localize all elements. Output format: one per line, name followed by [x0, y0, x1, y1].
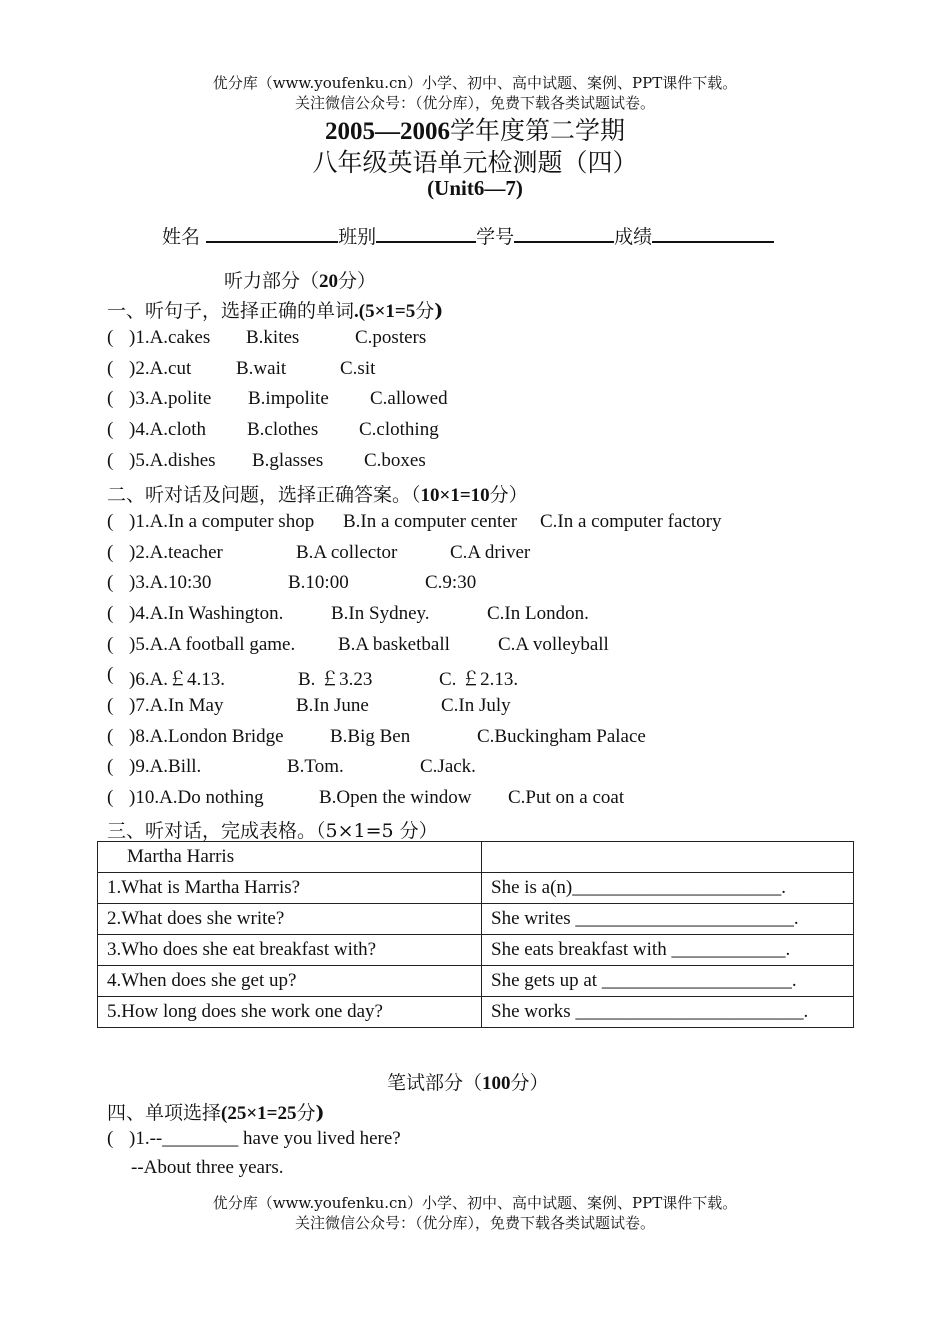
option-c: C.9:30	[425, 572, 477, 593]
number-blank[interactable]	[514, 223, 614, 243]
class-blank[interactable]	[376, 223, 476, 243]
option-a: )4.A.cloth	[129, 419, 207, 440]
answer-cell[interactable]: She eats breakfast with ____________.	[482, 935, 854, 966]
option-a: )7.A.In May	[129, 695, 224, 716]
answer-paren[interactable]: (	[107, 511, 114, 532]
answer-paren[interactable]: (	[107, 572, 114, 593]
option-c: C. ￡2.13.	[439, 669, 519, 690]
answer-cell[interactable]: She works ________________________.	[482, 997, 854, 1028]
part1-heading-cn: 一、听句子，选择正确的单词	[107, 300, 355, 322]
class-label: 班别	[338, 226, 377, 248]
student-info-row	[162, 222, 774, 249]
answer-paren[interactable]: (	[107, 603, 114, 624]
table-header-empty-cell	[482, 842, 854, 873]
option-a: )1.A.In a computer shop	[129, 511, 315, 532]
option-b: B.impolite	[248, 388, 329, 409]
table-row	[98, 935, 854, 966]
option-a: )9.A.Bill.	[129, 756, 202, 777]
option-b: B.A basketball	[338, 634, 450, 655]
option-b: B.In Sydney.	[331, 603, 430, 624]
answer-paren[interactable]: (	[107, 388, 114, 409]
exam-units: (Unit6—7)	[427, 176, 523, 200]
part1-heading-pts: .(5×1=5	[354, 301, 416, 322]
listening-heading-suffix: 分）	[338, 270, 377, 292]
answer-paren[interactable]: (	[107, 450, 114, 471]
option-b: B.Tom.	[287, 756, 344, 777]
footer-watermark-line2: 关注微信公众号：（优分库），免费下载各类试题试卷。	[294, 1214, 655, 1232]
part2-heading-pts: 10×1=10	[420, 485, 490, 506]
option-c: C.Jack.	[420, 756, 476, 777]
score-blank[interactable]	[652, 223, 774, 243]
option-c: C.In London.	[487, 603, 589, 624]
answer-paren[interactable]: (	[107, 695, 114, 716]
option-b: B.Open the window	[319, 787, 472, 808]
written-heading-prefix: 笔试部分（	[387, 1072, 483, 1094]
option-c: C.A driver	[450, 542, 531, 563]
header-watermark-line1: 优分库（www.youfenku.cn）小学、初中、高中试题、案例、PPT课件下载。	[212, 74, 738, 92]
listening-heading-points: 20	[319, 271, 339, 292]
part2-heading	[107, 480, 528, 507]
option-c: C.posters	[355, 327, 427, 348]
name-label: 姓名	[162, 226, 201, 248]
option-a: )3.A.polite	[129, 388, 212, 409]
answer-cell[interactable]: She writes _______________________.	[482, 904, 854, 935]
option-b: B.clothes	[247, 419, 319, 440]
table-row	[98, 997, 854, 1028]
option-c: C.A volleyball	[498, 634, 609, 655]
option-b: B.Big Ben	[330, 726, 411, 747]
option-c: C.allowed	[370, 388, 448, 409]
header-watermark-line2: 关注微信公众号：（优分库），免费下载各类试题试卷。	[294, 94, 655, 112]
exam-subtitle: 八年级英语单元检测题（四）	[312, 148, 638, 177]
option-b: B.In a computer center	[343, 511, 518, 532]
option-a: )6.A.￡4.13.	[129, 669, 226, 690]
title-years: 2005—2006	[324, 118, 450, 145]
question-cell: 3.Who does she eat breakfast with?	[98, 935, 482, 966]
table-row	[98, 966, 854, 997]
title-term: 学年度第二学期	[449, 116, 625, 145]
option-a: )10.A.Do nothing	[129, 787, 264, 808]
answer-paren[interactable]: (	[107, 358, 114, 379]
written-heading-suffix: 分）	[510, 1072, 549, 1094]
option-c: C.In July	[441, 695, 511, 716]
question-text: )1.--________ have you lived here?	[129, 1128, 401, 1149]
answer-paren[interactable]: (	[107, 634, 114, 655]
question-cell: 5.How long does she work one day?	[98, 997, 482, 1028]
option-c: C.clothing	[359, 419, 439, 440]
part1-heading-unit: 分	[415, 300, 435, 322]
option-c: C.Put on a coat	[508, 787, 625, 808]
score-label: 成绩	[614, 226, 653, 248]
option-b: B.A collector	[296, 542, 398, 563]
option-a: )2.A.cut	[129, 358, 192, 379]
table-row	[98, 873, 854, 904]
listening-section-heading	[224, 266, 376, 293]
option-a: )2.A.teacher	[129, 542, 223, 563]
answer-cell[interactable]: She is a(n)______________________.	[482, 873, 854, 904]
option-b: B.10:00	[288, 572, 349, 593]
answer-paren[interactable]: (	[107, 419, 114, 440]
part1-heading	[107, 296, 443, 323]
answer-paren[interactable]: (	[107, 726, 114, 747]
option-b: B.glasses	[252, 450, 324, 471]
option-b: B.kites	[246, 327, 300, 348]
answer-paren[interactable]: (	[107, 327, 114, 348]
option-a: )3.A.10:30	[129, 572, 212, 593]
exam-title-year	[0, 111, 950, 147]
answer-cell[interactable]: She gets up at ____________________.	[482, 966, 854, 997]
table-header-row	[98, 842, 854, 873]
answer-paren[interactable]: (	[107, 787, 114, 808]
option-b: B.In June	[296, 695, 369, 716]
option-c: C.Buckingham Palace	[477, 726, 646, 747]
option-c: C.sit	[340, 358, 376, 379]
option-a: )5.A.A football game.	[129, 634, 296, 655]
table-header-cell: Martha Harris	[98, 842, 482, 873]
question-cell: 4.When does she get up?	[98, 966, 482, 997]
part4-heading-close: )	[315, 1102, 325, 1124]
answer-paren[interactable]: (	[107, 664, 114, 685]
option-a: )1.A.cakes	[129, 327, 211, 348]
option-a: )4.A.In Washington.	[129, 603, 284, 624]
question-cell: 2.What does she write?	[98, 904, 482, 935]
option-b: B. ￡3.23	[298, 669, 373, 690]
listening-heading-prefix: 听力部分（	[224, 270, 320, 292]
number-label: 学号	[476, 226, 515, 248]
part4-heading	[107, 1098, 325, 1125]
footer-watermark-line1: 优分库（www.youfenku.cn）小学、初中、高中试题、案例、PPT课件下载。	[212, 1194, 738, 1212]
part2-heading-cn: 二、听对话及问题，选择正确答案。（	[107, 484, 421, 506]
option-a: )8.A.London Bridge	[129, 726, 284, 747]
part4-heading-cn: 四、单项选择	[107, 1102, 222, 1124]
name-blank[interactable]	[206, 223, 338, 243]
part4-heading-unit: 分	[296, 1102, 316, 1124]
part2-heading-unit: 分）	[489, 484, 528, 506]
written-section-heading	[387, 1068, 549, 1095]
fill-in-table	[97, 841, 854, 1028]
part4-heading-pts: (25×1=25	[221, 1103, 297, 1124]
part4-item-1-answer: --About three years.	[131, 1157, 284, 1178]
answer-paren[interactable]: (	[107, 1128, 114, 1149]
question-cell: 1.What is Martha Harris?	[98, 873, 482, 904]
option-c: C.In a computer factory	[540, 511, 722, 532]
answer-paren[interactable]: (	[107, 542, 114, 563]
part1-heading-close: )	[434, 300, 444, 322]
table-row	[98, 904, 854, 935]
part3-heading: 三、听对话，完成表格。（5×1=5 分）	[107, 820, 438, 842]
written-heading-points: 100	[482, 1073, 511, 1094]
answer-paren[interactable]: (	[107, 756, 114, 777]
option-b: B.wait	[236, 358, 287, 379]
option-c: C.boxes	[364, 450, 426, 471]
option-a: )5.A.dishes	[129, 450, 216, 471]
